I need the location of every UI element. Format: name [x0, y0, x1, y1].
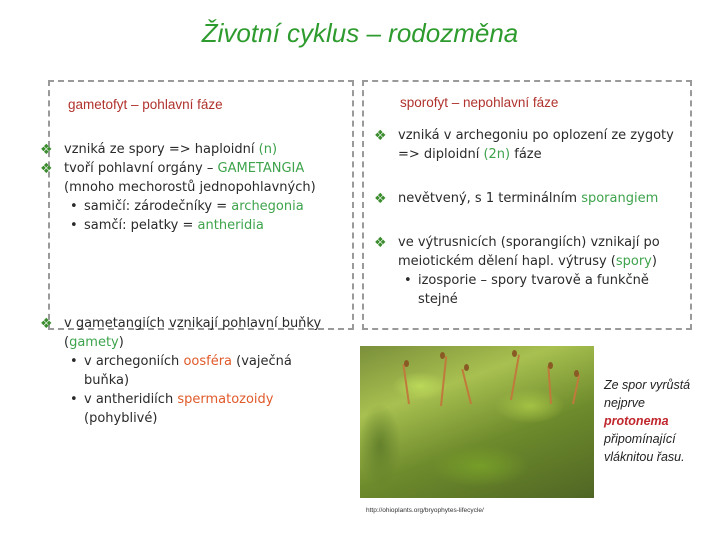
diamond-bullet-icon: ❖: [40, 316, 53, 332]
page-title: Životní cyklus – rodozměna: [201, 18, 519, 48]
diamond-bullet-icon: ❖: [374, 191, 387, 207]
list-item: ❖ ve výtrusnicích (sporangiích) vznikají po meiotickém dělení hapl. výtrusy (spory) • izosporie – spory tvarově a funkčně stejné: [374, 233, 690, 309]
list-item: ❖ nevětvený, s 1 terminálním sporangiem: [374, 191, 659, 207]
gametophyte-header: gametofyt – pohlavní fáze: [68, 97, 223, 112]
moss-photo: [360, 346, 594, 498]
diamond-bullet-icon: ❖: [374, 235, 387, 251]
diamond-bullet-icon: ❖: [374, 128, 387, 144]
source-url[interactable]: http://ohioplants.org/bryophytes-lifecycle/: [366, 507, 484, 514]
diamond-bullet-icon: ❖: [40, 142, 53, 158]
sporophyte-header: sporofyt – nepohlavní fáze: [400, 95, 559, 110]
list-item: ❖ vzniká v archegoniu po oplození ze zygoty => diploidní (2n) fáze: [374, 128, 674, 162]
list-item: ❖ vzniká ze spory => haploidní (n): [40, 142, 278, 158]
list-item: ❖ tvoří pohlavní orgány – GAMETANGIA (mnoho mechorostů jednopohlavných) • samičí: zárodečníky = archegonia • samčí: pelatky = antheridia: [40, 159, 350, 235]
list-item: ❖ v gametangiích vznikají pohlavní buňky (gamety) • v archegoniích oosféra (vaječná buňka) • v antheridiích spermatozoidy (pohyblivé): [40, 314, 330, 428]
photo-caption: Ze spor vyrůstá nejprve protonema připomínající vláknitou řasu.: [604, 378, 691, 464]
diamond-bullet-icon: ❖: [40, 161, 53, 177]
